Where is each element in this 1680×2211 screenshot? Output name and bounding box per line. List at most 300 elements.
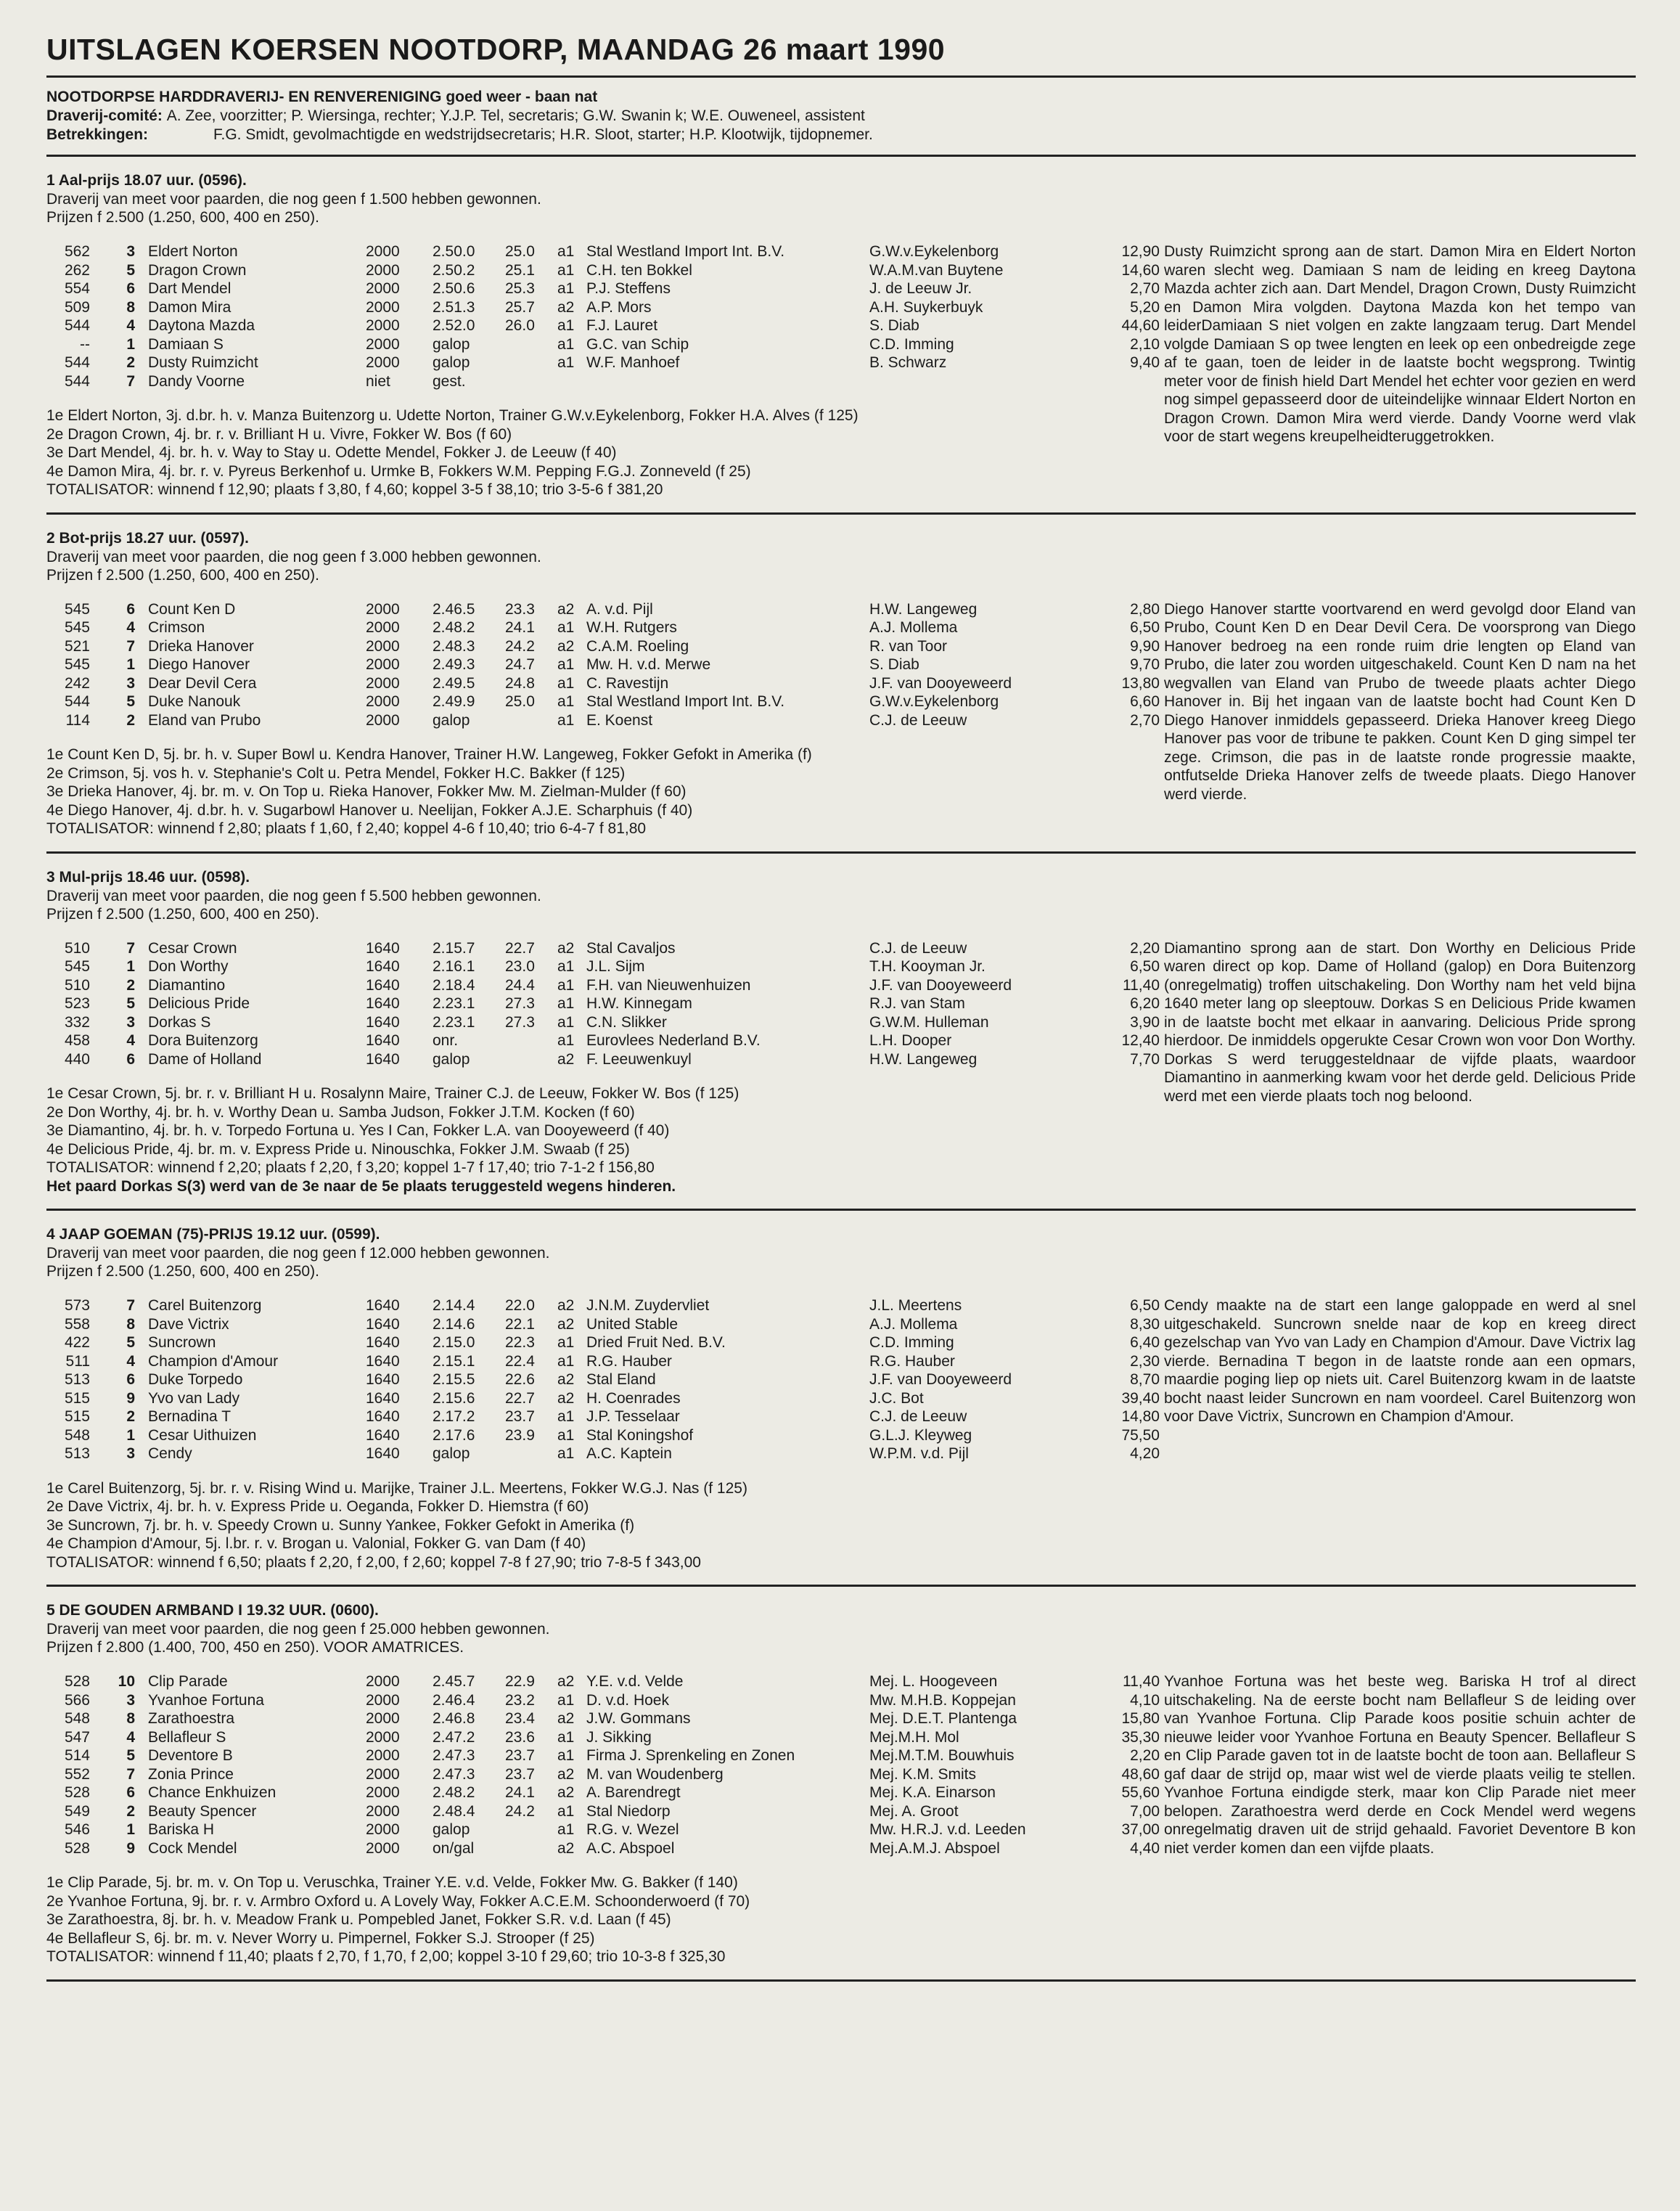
start-number: 4	[126, 1032, 135, 1049]
table-row	[46, 674, 1160, 693]
km-time: 25.7	[505, 298, 535, 316]
driver: W.P.M. v.d. Pijl	[869, 1445, 969, 1462]
prev-number: 573	[64, 1297, 90, 1314]
start-group: a2	[557, 1710, 575, 1727]
horse-name: Bellafleur S	[148, 1728, 226, 1746]
driver: T.H. Kooyman Jr.	[869, 958, 986, 975]
start-group: a1	[557, 711, 575, 729]
odds: 48,60	[1121, 1765, 1160, 1783]
horse-name: Count Ken D	[148, 600, 236, 618]
race-time: gest.	[433, 372, 466, 390]
placing-line: 2e Dragon Crown, 4j. br. r. v. Brilliant H u. Vivre, Fokker W. Bos (f 60)	[46, 425, 512, 443]
km-time: 24.2	[505, 637, 535, 655]
race-time: 2.52.0	[433, 317, 475, 334]
start-number: 10	[118, 1673, 135, 1690]
committee-label: Draverij-comité:	[46, 107, 163, 124]
distance: 1640	[366, 1426, 400, 1444]
odds: 35,30	[1121, 1728, 1160, 1746]
race-prizes: Prijzen f 2.500 (1.250, 600, 400 en 250).	[46, 209, 319, 226]
table-row	[46, 957, 1160, 976]
start-number: 2	[126, 976, 135, 994]
odds: 4,20	[1130, 1445, 1160, 1462]
owner: H.W. Kinnegam	[586, 995, 692, 1012]
placing-line: 4e Delicious Pride, 4j. br. m. v. Express Pride u. Ninouschka, Fokker J.M. Swaab (f 25)	[46, 1140, 630, 1158]
race-time: 2.16.1	[433, 958, 475, 975]
distance: 1640	[366, 1315, 400, 1333]
driver: Mej. K.M. Smits	[869, 1765, 977, 1783]
odds: 4,40	[1130, 1839, 1160, 1857]
distance: 1640	[366, 976, 400, 994]
table-row	[46, 1050, 1160, 1069]
driver: C.D. Imming	[869, 335, 954, 353]
owner: C. Ravestijn	[586, 674, 669, 692]
table-row	[46, 372, 1160, 391]
driver: J.F. van Dooyeweerd	[869, 674, 1012, 692]
driver: L.H. Dooper	[869, 1032, 952, 1049]
table-row	[46, 298, 1160, 317]
owner: J.N.M. Zuydervliet	[586, 1297, 710, 1314]
km-time: 24.4	[505, 976, 535, 994]
table-row	[46, 316, 1160, 335]
start-group: a2	[557, 1765, 575, 1783]
distance: 1640	[366, 958, 400, 975]
horse-name: Diamantino	[148, 976, 226, 994]
km-time: 26.0	[505, 317, 535, 334]
table-row	[46, 1820, 1160, 1839]
horse-name: Duke Nanouk	[148, 693, 241, 710]
km-time: 27.3	[505, 1013, 535, 1031]
table-row	[46, 1407, 1160, 1426]
race-time: on/gal	[433, 1839, 475, 1857]
start-number: 3	[126, 1013, 135, 1031]
prev-number: 332	[64, 1013, 90, 1031]
km-time	[505, 372, 557, 391]
horse-name: Diego Hanover	[148, 656, 250, 673]
start-number: 6	[126, 600, 135, 618]
driver: C.J. de Leeuw	[869, 711, 967, 729]
horse-name: Dame of Holland	[148, 1050, 262, 1068]
driver: Mej. A. Groot	[869, 1802, 959, 1820]
odds: 12,90	[1121, 243, 1160, 260]
prev-number: 544	[64, 372, 90, 390]
prev-number: 566	[64, 1691, 90, 1709]
prev-number: 521	[64, 637, 90, 655]
table-row	[46, 1333, 1160, 1352]
owner: Eurovlees Nederland B.V.	[586, 1032, 761, 1049]
start-group: a1	[557, 280, 575, 297]
driver: Mw. M.H.B. Koppejan	[869, 1691, 1016, 1709]
prev-number: 509	[64, 298, 90, 316]
prev-number: 114	[65, 711, 90, 729]
table-row	[46, 279, 1160, 298]
horse-name: Crimson	[148, 619, 205, 636]
km-time	[505, 1839, 557, 1858]
km-time: 25.1	[505, 261, 535, 279]
race-conditions: Draverij van meet voor paarden, die nog geen f 25.000 hebben gewonnen.	[46, 1621, 550, 1638]
odds: 14,60	[1121, 261, 1160, 279]
driver: C.J. de Leeuw	[869, 939, 967, 957]
distance: niet	[366, 372, 390, 390]
table-row	[46, 1031, 1160, 1050]
prev-number: 510	[64, 939, 90, 957]
race-section	[46, 854, 1636, 1211]
race-time: 2.14.4	[433, 1297, 475, 1314]
start-number: 2	[126, 1408, 135, 1425]
horse-name: Eland van Prubo	[148, 711, 261, 729]
odds: 2,10	[1130, 335, 1160, 353]
owner: Stal Koningshof	[586, 1426, 694, 1444]
race-time: 2.23.1	[433, 995, 475, 1012]
distance: 1640	[366, 939, 400, 957]
prev-number: 545	[64, 619, 90, 636]
race-section	[46, 1211, 1636, 1587]
start-group: a2	[557, 600, 575, 618]
owner: F. Leeuwenkuyl	[586, 1050, 692, 1068]
table-row	[46, 261, 1160, 280]
prev-number: 528	[64, 1839, 90, 1857]
horse-name: Dusty Ruimzicht	[148, 354, 258, 371]
driver: Mej.M.T.M. Bouwhuis	[869, 1747, 1015, 1764]
race-time: 2.46.5	[433, 600, 475, 618]
table-row	[46, 1691, 1160, 1710]
start-number: 2	[126, 354, 135, 371]
race-time: 2.48.3	[433, 637, 475, 655]
horse-name: Duke Torpedo	[148, 1371, 243, 1388]
prev-number: 546	[64, 1821, 90, 1838]
distance: 2000	[366, 335, 400, 353]
start-number: 9	[126, 1839, 135, 1857]
distance: 2000	[366, 1710, 400, 1727]
horse-name: Bernadina T	[148, 1408, 231, 1425]
owner: Stal Westland Import Int. B.V.	[586, 243, 785, 260]
odds: 2,30	[1130, 1352, 1160, 1370]
start-number: 5	[126, 693, 135, 710]
horse-name: Dora Buitenzorg	[148, 1032, 258, 1049]
odds: 8,30	[1130, 1315, 1160, 1333]
horse-name: Don Worthy	[148, 958, 229, 975]
odds: 9,90	[1130, 637, 1160, 655]
odds: 12,40	[1121, 1032, 1160, 1049]
race-time: 2.15.0	[433, 1334, 475, 1351]
odds: 4,10	[1130, 1691, 1160, 1709]
start-group: a1	[557, 243, 575, 260]
distance: 1640	[366, 995, 400, 1012]
distance: 1640	[366, 1032, 400, 1049]
prev-number: 547	[64, 1728, 90, 1746]
race-title: 5 DE GOUDEN ARMBAND I 19.32 UUR. (0600).	[46, 1602, 379, 1619]
owner: J.L. Sijm	[586, 958, 645, 975]
race-time: 2.50.2	[433, 261, 475, 279]
start-group: a2	[557, 1297, 575, 1314]
prev-number: 511	[65, 1352, 90, 1370]
results-table	[46, 939, 1160, 1069]
owner: J.W. Gommans	[586, 1710, 691, 1727]
race-time: 2.45.7	[433, 1673, 475, 1690]
owner: Firma J. Sprenkeling en Zonen	[586, 1747, 795, 1764]
distance: 2000	[366, 656, 400, 673]
totalisator-line: TOTALISATOR: winnend f 2,20; plaats f 2,20, f 3,20; koppel 1-7 f 17,40; trio 7-1-2 f 156,80	[46, 1159, 655, 1176]
distance: 1640	[366, 1334, 400, 1351]
start-number: 3	[126, 1691, 135, 1709]
owner: Mw. H. v.d. Merwe	[586, 656, 711, 673]
odds: 6,40	[1130, 1334, 1160, 1351]
owner: Dried Fruit Ned. B.V.	[586, 1334, 726, 1351]
distance: 2000	[366, 1691, 400, 1709]
odds: 7,70	[1130, 1050, 1160, 1068]
start-number: 7	[126, 939, 135, 957]
race-notes	[46, 1873, 1164, 1966]
horse-name: Champion d'Amour	[148, 1352, 279, 1370]
start-number: 2	[126, 711, 135, 729]
km-time	[505, 335, 557, 354]
start-number: 3	[126, 1445, 135, 1462]
race-time: galop	[433, 1050, 470, 1068]
driver: Mw. H.R.J. v.d. Leeden	[869, 1821, 1026, 1838]
driver: C.J. de Leeuw	[869, 1408, 967, 1425]
placing-line: 1e Cesar Crown, 5j. br. r. v. Brilliant H u. Rosalynn Maire, Trainer C.J. de Leeuw, Fokker W. Bos (f 125)	[46, 1085, 739, 1102]
distance: 2000	[366, 1747, 400, 1764]
start-number: 6	[126, 1371, 135, 1388]
start-group: a1	[557, 1013, 575, 1031]
start-group: a2	[557, 1315, 575, 1333]
distance: 2000	[366, 693, 400, 710]
start-number: 9	[126, 1389, 135, 1407]
race-time: 2.17.2	[433, 1408, 475, 1425]
start-group: a1	[557, 261, 575, 279]
horse-name: Daytona Mazda	[148, 317, 255, 334]
prev-number: 513	[64, 1445, 90, 1462]
owner: F.H. van Nieuwenhuizen	[586, 976, 751, 994]
start-group: a2	[557, 1389, 575, 1407]
horse-name: Dart Mendel	[148, 280, 231, 297]
driver: R. van Toor	[869, 637, 947, 655]
race-time: 2.49.3	[433, 656, 475, 673]
odds: 44,60	[1121, 317, 1160, 334]
race-time: onr.	[433, 1032, 459, 1049]
horse-name: Clip Parade	[148, 1673, 228, 1690]
driver: H.W. Langeweg	[869, 1050, 978, 1068]
distance: 2000	[366, 1839, 400, 1857]
results-table	[46, 1672, 1160, 1858]
start-number: 1	[126, 958, 135, 975]
owner: E. Koenst	[586, 711, 653, 729]
prev-number: 513	[64, 1371, 90, 1388]
start-number: 8	[126, 298, 135, 316]
km-time: 24.1	[505, 619, 535, 636]
driver: Mej.A.M.J. Abspoel	[869, 1839, 1000, 1857]
start-number: 1	[126, 656, 135, 673]
odds: 6,50	[1130, 1297, 1160, 1314]
race-time: 2.15.1	[433, 1352, 475, 1370]
table-row	[46, 1709, 1160, 1728]
driver: J.L. Meertens	[869, 1297, 962, 1314]
start-group: a1	[557, 335, 575, 353]
driver: Mej. L. Hoogeveen	[869, 1673, 998, 1690]
placing-line: 1e Eldert Norton, 3j. d.br. h. v. Manza Buitenzorg u. Udette Norton, Trainer G.W.v.Eykelenborg, Fokker H.A. Alves (f 125)	[46, 407, 859, 424]
odds: 3,90	[1130, 1013, 1160, 1031]
distance: 2000	[366, 600, 400, 618]
prev-number: 545	[64, 958, 90, 975]
prev-number: 510	[64, 976, 90, 994]
km-time: 23.9	[505, 1426, 535, 1444]
odds: 6,20	[1130, 995, 1160, 1012]
race-prizes: Prijzen f 2.500 (1.250, 600, 400 en 250).	[46, 566, 319, 584]
owner: Stal Eland	[586, 1371, 656, 1388]
start-group: a1	[557, 317, 575, 334]
distance: 2000	[366, 280, 400, 297]
table-row	[46, 1765, 1160, 1784]
start-group	[557, 372, 586, 391]
placing-line: 4e Diego Hanover, 4j. d.br. h. v. Sugarbowl Hanover u. Neelijan, Fokker A.J.E. Scharphuis (f 40)	[46, 801, 693, 819]
race-report: Yvanhoe Fortuna was het beste weg. Bariska H trof al direct uitschakeling. Na de eerste bocht nam Bellafleur S de leiding over van Yvanhoe Fortuna. Clip Parade koos positie schuin achter de nieuwe leider voor Yvanhoe Fortuna en Beauty Spencer. Bellafleur S en Clip Parade gaven tot in de laatste bocht de toon aan. Bellafleur S gaf daar de strijd op, maar wist wel de vierde plaats veilig te stellen. Yvanhoe Fortuna eindigde sterk, maar kon Clip Parade niet meer belopen. Zarathoestra werd derde en Cock Mendel werd wegens onregelmatig draven uit de strijd gehaald. Favoriet Deventore B kon niet verder komen dan een vijfde plaats.	[1164, 1673, 1636, 1857]
start-group: a1	[557, 1821, 575, 1838]
club-header	[46, 78, 1636, 157]
start-number: 4	[126, 1728, 135, 1746]
table-row	[46, 637, 1160, 656]
driver: A.J. Mollema	[869, 1315, 958, 1333]
km-time: 23.4	[505, 1710, 535, 1727]
table-row	[46, 655, 1160, 674]
horse-name: Yvo van Lady	[148, 1389, 240, 1407]
owner: H. Coenrades	[586, 1389, 681, 1407]
km-time: 22.7	[505, 1389, 535, 1407]
start-number: 1	[126, 1426, 135, 1444]
driver: H.W. Langeweg	[869, 600, 978, 618]
owner: J. Sikking	[586, 1728, 652, 1746]
start-group: a1	[557, 976, 575, 994]
placing-line: 3e Suncrown, 7j. br. h. v. Speedy Crown u. Sunny Yankee, Fokker Gefokt in Amerika (f)	[46, 1516, 635, 1534]
distance: 1640	[366, 1013, 400, 1031]
officials-label: Betrekkingen:	[46, 126, 149, 143]
driver: B. Schwarz	[869, 354, 947, 371]
odds: 7,00	[1130, 1802, 1160, 1820]
race-time: 2.46.8	[433, 1710, 475, 1727]
owner: Stal Niedorp	[586, 1802, 671, 1820]
prev-number: 545	[64, 656, 90, 673]
horse-name: Delicious Pride	[148, 995, 250, 1012]
penalty-note: Het paard Dorkas S(3) werd van de 3e naar de 5e plaats teruggesteld wegens hinderen.	[46, 1177, 676, 1195]
km-time: 25.0	[505, 693, 535, 710]
owner: P.J. Steffens	[586, 280, 671, 297]
km-time: 24.7	[505, 656, 535, 673]
start-group: a1	[557, 1445, 575, 1462]
start-number: 3	[126, 243, 135, 260]
prev-number: 242	[64, 674, 90, 692]
start-group: a1	[557, 354, 575, 371]
km-time: 22.4	[505, 1352, 535, 1370]
race-notes	[46, 1479, 1164, 1572]
table-row	[46, 1315, 1160, 1334]
horse-name: Zarathoestra	[148, 1710, 235, 1727]
start-number: 4	[126, 619, 135, 636]
table-row	[46, 1444, 1160, 1463]
race-time: 2.50.0	[433, 243, 475, 260]
results-table	[46, 242, 1160, 391]
prev-number: 515	[64, 1389, 90, 1407]
start-number: 5	[126, 261, 135, 279]
km-time: 25.3	[505, 280, 535, 297]
prev-number: 545	[64, 600, 90, 618]
driver: G.W.v.Eykelenborg	[869, 243, 999, 260]
odds: 5,20	[1130, 298, 1160, 316]
odds: 55,60	[1121, 1784, 1160, 1801]
prev-number: 440	[64, 1050, 90, 1068]
placing-line: 4e Bellafleur S, 6j. br. m. v. Never Worry u. Pimpernel, Fokker S.J. Strooper (f 25)	[46, 1929, 595, 1947]
table-row	[46, 1370, 1160, 1389]
distance: 1640	[366, 1371, 400, 1388]
owner: United Stable	[586, 1315, 679, 1333]
table-row	[46, 600, 1160, 619]
owner: A.C. Abspoel	[586, 1839, 675, 1857]
race-notes	[46, 406, 1164, 499]
odds: 11,40	[1123, 976, 1160, 994]
start-number: 1	[126, 1821, 135, 1838]
horse-name: Dave Victrix	[148, 1315, 229, 1333]
horse-name: Cendy	[148, 1445, 192, 1462]
owner: F.J. Lauret	[586, 317, 658, 334]
km-time	[505, 1820, 557, 1839]
placing-line: 2e Don Worthy, 4j. br. h. v. Worthy Dean u. Samba Judson, Fokker J.T.M. Kocken (f 60)	[46, 1103, 635, 1121]
start-number: 3	[126, 674, 135, 692]
start-group: a2	[557, 1371, 575, 1388]
start-group: a1	[557, 1426, 575, 1444]
totalisator-line: TOTALISATOR: winnend f 11,40; plaats f 2,70, f 1,70, f 2,00; koppel 3-10 f 29,60; trio 10-3-8 f 325,30	[46, 1948, 726, 1965]
prev-number: 523	[64, 995, 90, 1012]
horse-name: Dear Devil Cera	[148, 674, 257, 692]
start-number: 7	[126, 372, 135, 390]
driver: S. Diab	[869, 317, 919, 334]
km-time: 23.7	[505, 1765, 535, 1783]
driver: R.G. Hauber	[869, 1352, 955, 1370]
distance: 1640	[366, 1352, 400, 1370]
table-row	[46, 1672, 1160, 1691]
start-group: a2	[557, 939, 575, 957]
placing-line: 3e Drieka Hanover, 4j. br. m. v. On Top u. Rieka Hanover, Fokker Mw. M. Zielman-Mulder (f 60)	[46, 783, 687, 800]
owner: A. v.d. Pijl	[586, 600, 653, 618]
km-time: 23.6	[505, 1728, 535, 1746]
horse-name: Damon Mira	[148, 298, 231, 316]
table-row	[46, 242, 1160, 261]
prev-number: 548	[64, 1426, 90, 1444]
odds: 2,70	[1130, 280, 1160, 297]
table-row	[46, 618, 1160, 637]
results-table	[46, 1296, 1160, 1463]
start-number: 4	[126, 1352, 135, 1370]
start-group: a2	[557, 1673, 575, 1690]
odds: 9,40	[1130, 354, 1160, 371]
start-number: 5	[126, 995, 135, 1012]
race-time: 2.49.5	[433, 674, 475, 692]
race-time: galop	[433, 1821, 470, 1838]
distance: 2000	[366, 1784, 400, 1801]
km-time: 22.7	[505, 939, 535, 957]
page-title: UITSLAGEN KOERSEN NOOTDORP, MAANDAG 26 maart 1990	[46, 29, 1636, 78]
driver: J.F. van Dooyeweerd	[869, 976, 1012, 994]
race-section	[46, 1587, 1636, 1982]
odds: 13,80	[1121, 674, 1160, 692]
start-group: a2	[557, 1839, 575, 1857]
table-row	[46, 1802, 1160, 1821]
prev-number: 544	[64, 317, 90, 334]
driver: Mej. K.A. Einarson	[869, 1784, 996, 1801]
km-time: 24.8	[505, 674, 535, 692]
race-time: 2.47.3	[433, 1747, 475, 1764]
placing-line: 1e Clip Parade, 5j. br. m. v. On Top u. Veruschka, Trainer Y.E. v.d. Velde, Fokker Mw. G. Bakker (f 140)	[46, 1874, 738, 1891]
race-report: Cendy maakte na de start een lange galoppade en werd al snel uitgeschakeld. Suncrown snelde naar de kop en kreeg direct gezelschap van Yvo van Lady en Champion d'Amour. Dave Victrix lag vierde. Bernadina T begon in de laatste ronde aan een opmars, maardie poging liep op niets uit. Carel Buitenzorg kwam in de laatste bocht naast leider Suncrown en nam voordeel. Carel Buitenzorg won voor Dave Victrix, Suncrown en Champion d'Amour.	[1164, 1297, 1636, 1425]
totalisator-line: TOTALISATOR: winnend f 12,90; plaats f 3,80, f 4,60; koppel 3-5 f 38,10; trio 3-5-6 f 381,20	[46, 481, 663, 498]
start-group: a1	[557, 1408, 575, 1425]
odds: 14,80	[1121, 1408, 1160, 1425]
